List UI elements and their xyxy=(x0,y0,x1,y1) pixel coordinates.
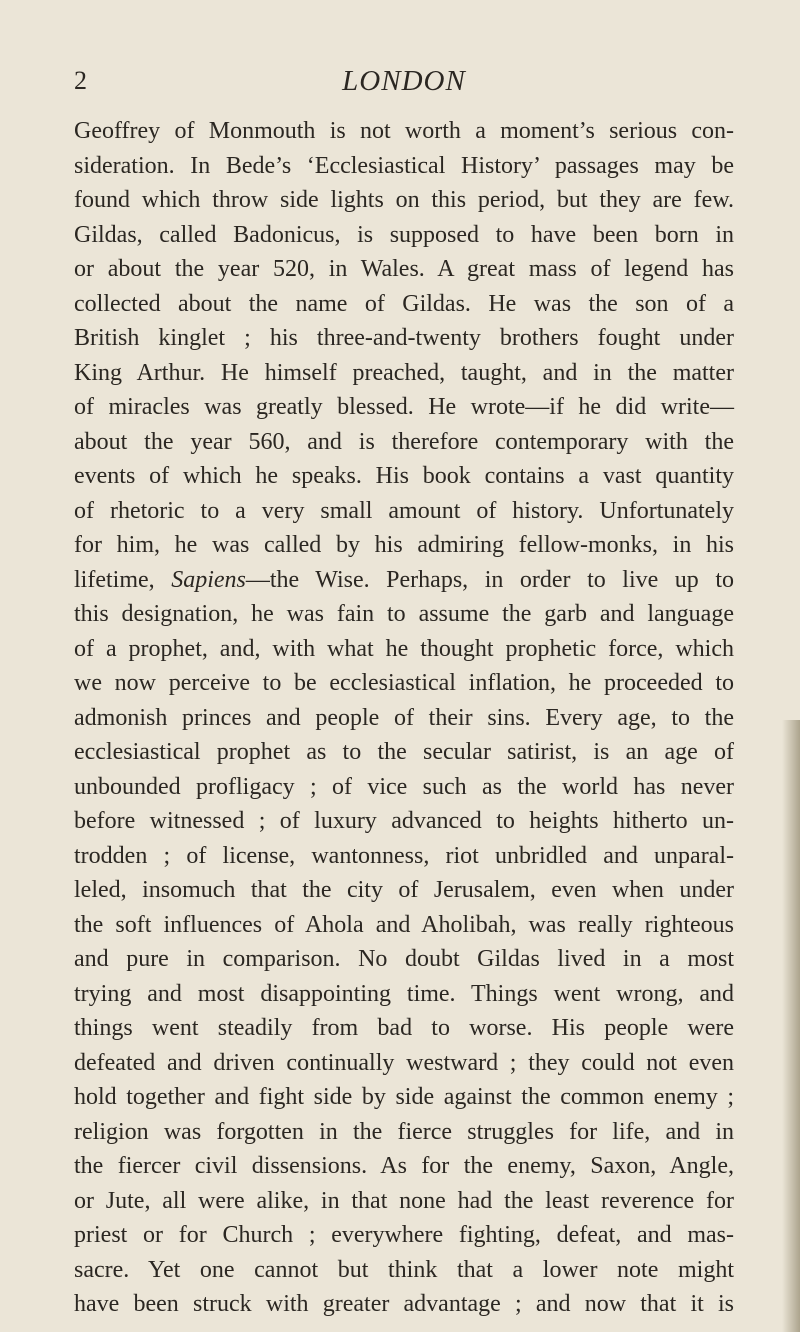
text-line: we now perceive to be ecclesiastical inflation, he proceeded to xyxy=(74,670,734,696)
text-line: trodden ; of license, wantonness, riot unbridled and unparal- xyxy=(74,842,734,869)
page-number: 2 xyxy=(74,66,87,95)
text-line: of a prophet, and, with what he thought prophetic force, which xyxy=(74,635,734,662)
text-line: of rhetoric to a very small amount of history. Unfortunately xyxy=(74,497,734,524)
text-line: trying and most disappointing time. Things went wrong, and xyxy=(74,980,734,1007)
text-line: the fiercer civil dissensions. As for the enemy, Saxon, Angle, xyxy=(74,1153,734,1179)
running-head: LONDON xyxy=(342,65,466,97)
text-line: British kinglet ; his three-and-twenty brothers fought under xyxy=(74,325,734,351)
text-line: hold together and fight side by side against the common enemy ; xyxy=(74,1084,734,1110)
text-line: sacre. Yet one cannot but think that a lower note might xyxy=(74,1256,734,1283)
text-line: admonish princes and people of their sins. Every age, to the xyxy=(74,704,734,731)
text-line: King Arthur. He himself preached, taught, and in the matter xyxy=(74,359,734,386)
text-line: have been struck with greater advantage ; and now that it is xyxy=(74,1291,734,1317)
text-line: or Jute, all were alike, in that none had the least reverence for xyxy=(74,1187,734,1214)
text-line: defeated and driven continually westward ; they could not even xyxy=(74,1049,734,1076)
text-line: or about the year 520, in Wales. A great mass of legend has xyxy=(74,256,734,282)
text-line: for him, he was called by his admiring fellow-monks, in his xyxy=(74,532,734,558)
text-line: before witnessed ; of luxury advanced to heights hitherto un- xyxy=(74,808,734,834)
text-line: religion was forgotten in the fierce struggles for life, and in xyxy=(74,1118,734,1145)
text-line: Gildas, called Badonicus, is supposed to have been born in xyxy=(74,221,734,248)
body-text xyxy=(74,114,734,1322)
text-line: events of which he speaks. His book contains a vast quantity xyxy=(74,463,734,489)
text-line: collected about the name of Gildas. He was the son of a xyxy=(74,290,734,317)
text-line: lifetime, Sapiens—the Wise. Perhaps, in order to live up to xyxy=(74,566,735,593)
text-line: priest or for Church ; everywhere fighting, defeat, and mas- xyxy=(74,1222,734,1248)
text-line: things went steadily from bad to worse. His people were xyxy=(74,1015,734,1041)
text-line: ecclesiastical prophet as to the secular satirist, is an age of xyxy=(74,739,734,765)
page-edge-shadow xyxy=(782,720,800,1332)
page-header xyxy=(74,62,734,102)
text-line: the soft influences of Ahola and Aholibah, was really righteous xyxy=(74,911,734,938)
italic-word: Sapiens xyxy=(171,566,246,593)
text-line: found which throw side lights on this period, but they are few. xyxy=(74,187,734,213)
text-line: unbounded profligacy ; of vice such as the world has never xyxy=(74,773,734,800)
text-line: this designation, he was fain to assume the garb and language xyxy=(74,601,734,627)
text-line: and pure in comparison. No doubt Gildas lived in a most xyxy=(74,946,734,972)
text-line: sideration. In Bede’s ‘Ecclesiastical History’ passages may be xyxy=(74,152,734,179)
text-line: Geoffrey of Monmouth is not worth a moment’s serious con- xyxy=(74,118,734,144)
text-line: of miracles was greatly blessed. He wrote—if he did write— xyxy=(74,394,734,420)
text-line: leled, insomuch that the city of Jerusalem, even when under xyxy=(74,877,734,903)
text-line: about the year 560, and is therefore contemporary with the xyxy=(74,428,734,455)
